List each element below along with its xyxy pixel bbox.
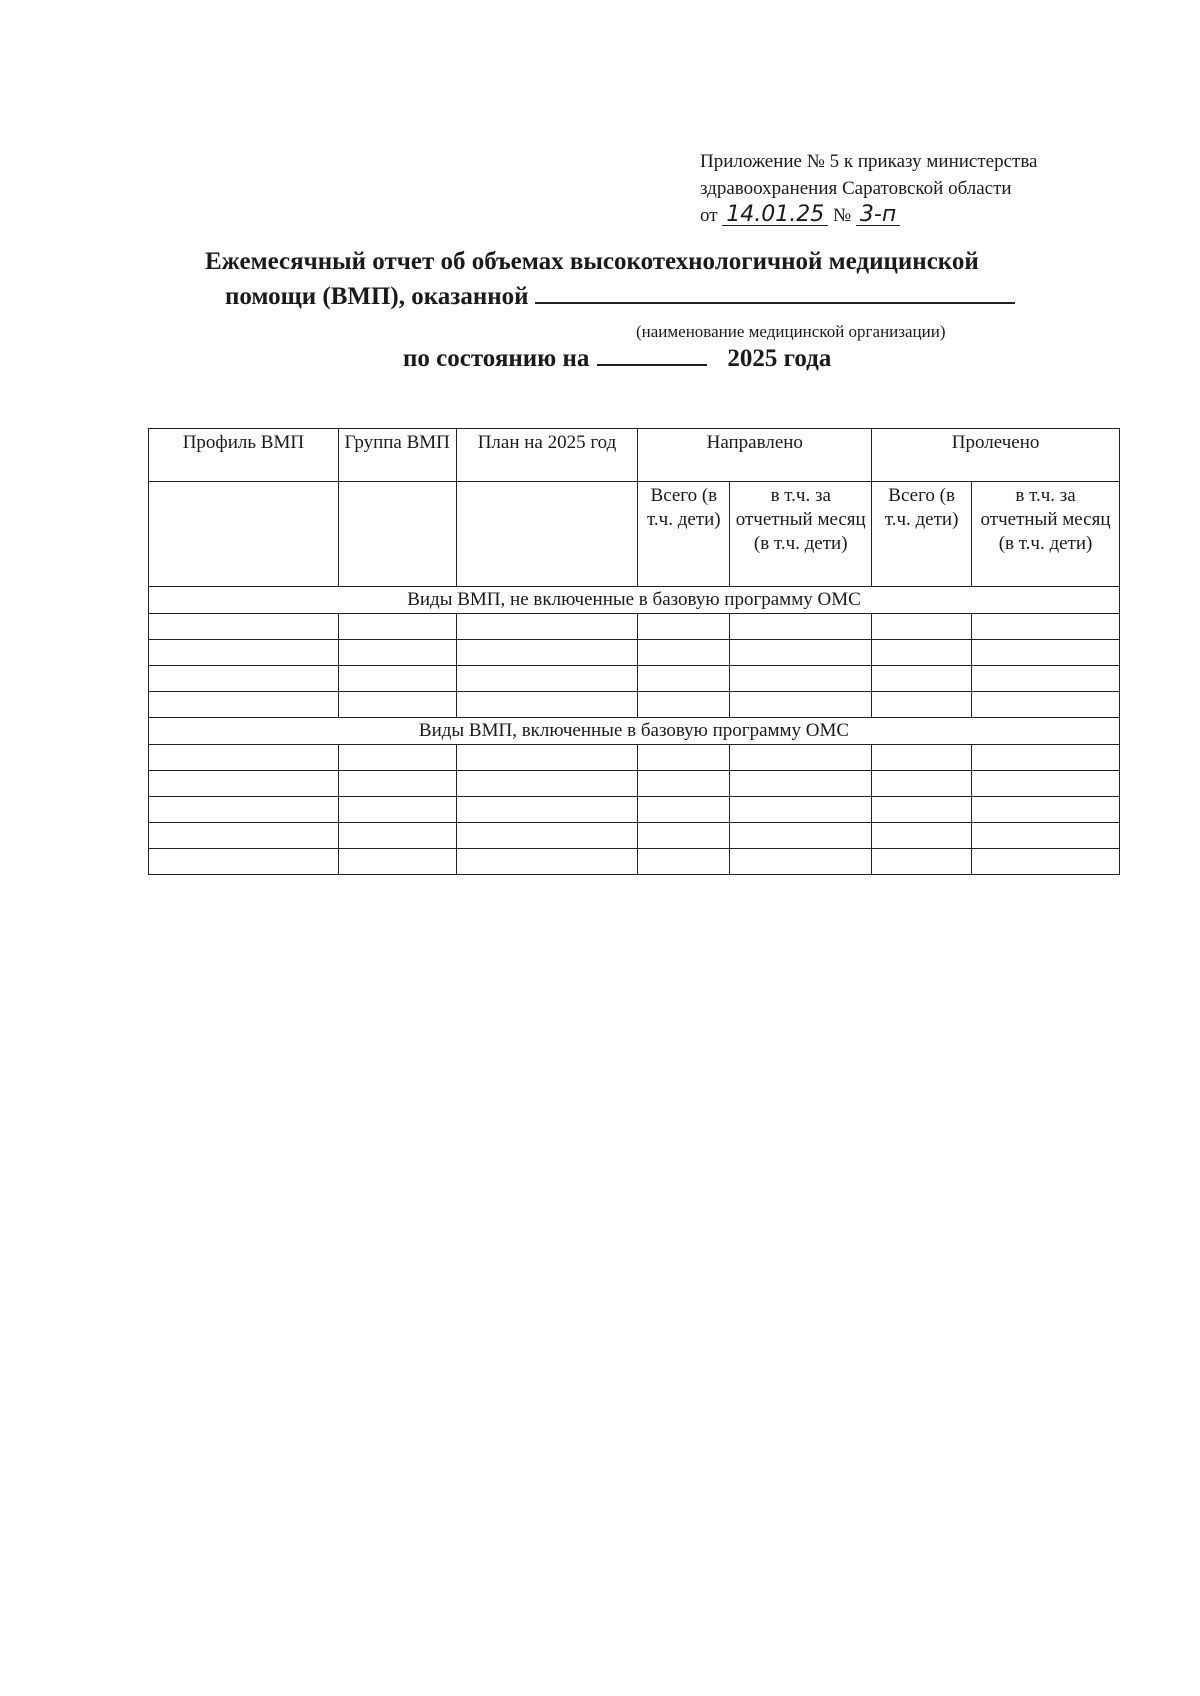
table-row — [149, 797, 1120, 823]
table-cell[interactable] — [338, 745, 456, 771]
table-row — [149, 614, 1120, 640]
header-treated-month: в т.ч. за отчетный месяц (в т.ч. дети) — [972, 482, 1120, 587]
header-row-2 — [149, 482, 1120, 587]
org-name-blank[interactable] — [535, 278, 1015, 304]
table-cell[interactable] — [872, 823, 972, 849]
table-cell[interactable] — [456, 771, 638, 797]
table-cell[interactable] — [638, 640, 730, 666]
table-row — [149, 771, 1120, 797]
table-cell[interactable] — [730, 849, 872, 875]
table-cell[interactable] — [972, 823, 1120, 849]
table-row — [149, 745, 1120, 771]
table-cell[interactable] — [638, 849, 730, 875]
table-cell[interactable] — [149, 614, 339, 640]
table-cell[interactable] — [872, 745, 972, 771]
table-cell[interactable] — [338, 771, 456, 797]
table-cell[interactable] — [149, 666, 339, 692]
table-cell[interactable] — [338, 797, 456, 823]
table-cell[interactable] — [872, 771, 972, 797]
table-cell[interactable] — [456, 614, 638, 640]
appendix-note — [700, 148, 1120, 229]
as-of-label: по состоянию на — [403, 345, 590, 372]
table-row — [149, 849, 1120, 875]
table-cell[interactable] — [730, 771, 872, 797]
table-cell[interactable] — [456, 823, 638, 849]
table-cell[interactable] — [972, 771, 1120, 797]
table-cell[interactable] — [149, 745, 339, 771]
table-row — [149, 692, 1120, 718]
table-cell[interactable] — [338, 823, 456, 849]
table-cell[interactable] — [730, 640, 872, 666]
report-table — [148, 428, 1120, 875]
appendix-from-label: от — [700, 205, 718, 226]
header-plan: План на 2025 год — [456, 429, 638, 482]
table-cell[interactable] — [638, 614, 730, 640]
table-cell[interactable] — [730, 823, 872, 849]
title-line-1: Ежемесячный отчет об объемах высокотехнологичной медицинской — [205, 248, 979, 275]
table-cell[interactable] — [730, 614, 872, 640]
table-cell[interactable] — [338, 849, 456, 875]
report-title — [200, 245, 1100, 313]
table-cell[interactable] — [872, 849, 972, 875]
table-cell[interactable] — [149, 482, 339, 587]
table-cell[interactable] — [456, 692, 638, 718]
as-of-year: 2025 года — [727, 345, 832, 372]
header-group: Группа ВМП — [338, 429, 456, 482]
table-cell[interactable] — [338, 482, 456, 587]
table-cell[interactable] — [872, 797, 972, 823]
table-cell[interactable] — [149, 823, 339, 849]
table-cell[interactable] — [338, 666, 456, 692]
table-cell[interactable] — [872, 614, 972, 640]
appendix-date: 14.01.25 — [722, 205, 828, 226]
table-cell[interactable] — [730, 745, 872, 771]
header-row-1 — [149, 429, 1120, 482]
section-row-2 — [149, 718, 1120, 745]
table-row — [149, 666, 1120, 692]
table-cell[interactable] — [638, 692, 730, 718]
table-cell[interactable] — [149, 692, 339, 718]
table-cell[interactable] — [730, 666, 872, 692]
table-cell[interactable] — [149, 797, 339, 823]
header-sent-month: в т.ч. за отчетный месяц (в т.ч. дети) — [730, 482, 872, 587]
table-cell[interactable] — [972, 745, 1120, 771]
table-cell[interactable] — [338, 614, 456, 640]
appendix-line-3 — [700, 202, 1120, 229]
table-cell[interactable] — [338, 640, 456, 666]
table-cell[interactable] — [338, 692, 456, 718]
title-line-2 — [200, 278, 1100, 313]
table-cell[interactable] — [972, 640, 1120, 666]
header-sent: Направлено — [638, 429, 872, 482]
table-cell[interactable] — [730, 797, 872, 823]
table-cell[interactable] — [638, 666, 730, 692]
table-cell[interactable] — [872, 692, 972, 718]
table-cell[interactable] — [972, 692, 1120, 718]
org-caption: (наименование медицинской организации) — [636, 322, 946, 341]
header-profile: Профиль ВМП — [149, 429, 339, 482]
table-cell[interactable] — [149, 640, 339, 666]
table-cell[interactable] — [456, 666, 638, 692]
table-cell[interactable] — [972, 666, 1120, 692]
table-cell[interactable] — [872, 666, 972, 692]
section-row-1 — [149, 587, 1120, 614]
section-title-included: Виды ВМП, включенные в базовую программу ОМС — [149, 718, 1120, 745]
table-cell[interactable] — [456, 745, 638, 771]
header-treated-total: Всего (в т.ч. дети) — [872, 482, 972, 587]
table-cell[interactable] — [638, 797, 730, 823]
table-row — [149, 823, 1120, 849]
title-line-2-text: помощи (ВМП), оказанной — [225, 283, 529, 310]
table-cell[interactable] — [730, 692, 872, 718]
as-of-line — [403, 342, 831, 373]
appendix-number-label: № — [833, 205, 852, 226]
table-cell[interactable] — [456, 849, 638, 875]
table-cell[interactable] — [972, 797, 1120, 823]
table-cell[interactable] — [638, 771, 730, 797]
table-cell[interactable] — [638, 745, 730, 771]
appendix-line-1: Приложение № 5 к приказу министерства — [700, 151, 1038, 172]
table-cell[interactable] — [149, 849, 339, 875]
appendix-line-2: здравоохранения Саратовской области — [700, 178, 1012, 199]
appendix-number: 3-п — [856, 205, 900, 226]
table-cell[interactable] — [638, 823, 730, 849]
table-cell[interactable] — [456, 640, 638, 666]
table-cell[interactable] — [456, 797, 638, 823]
section-title-not-included: Виды ВМП, не включенные в базовую программу ОМС — [149, 587, 1120, 614]
header-sent-total: Всего (в т.ч. дети) — [638, 482, 730, 587]
table-cell[interactable] — [872, 640, 972, 666]
table-cell[interactable] — [456, 482, 638, 587]
table-row — [149, 640, 1120, 666]
table-cell[interactable] — [972, 849, 1120, 875]
header-treated: Пролечено — [872, 429, 1120, 482]
table-cell[interactable] — [149, 771, 339, 797]
as-of-date-blank[interactable] — [597, 342, 707, 366]
table-cell[interactable] — [972, 614, 1120, 640]
